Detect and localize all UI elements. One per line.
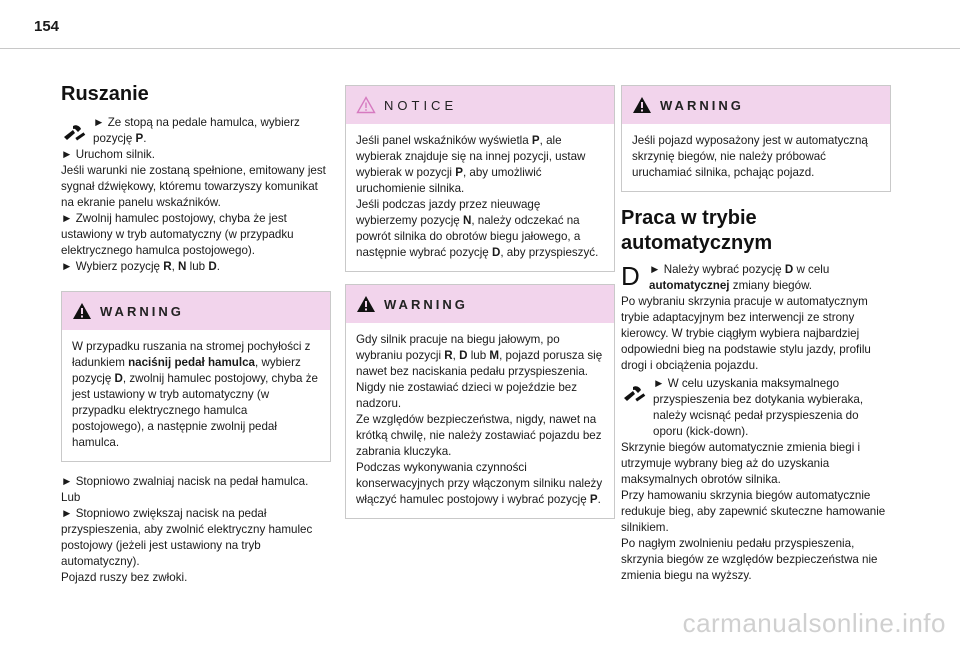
foot-pedal-icon xyxy=(621,379,647,405)
warning-title: WARNING xyxy=(660,97,744,113)
kickdown-step xyxy=(621,376,891,440)
warning-title: WARNING xyxy=(100,303,184,319)
warning-text-idle: Gdy silnik pracuje na biegu jałowym, po wybraniu pozycji R, D lub M, pojazd porusza się nawet bez naciskania pedału przyspieszenia. xyxy=(356,333,603,378)
notice-triangle-icon xyxy=(356,96,376,114)
warning-header xyxy=(62,292,330,330)
select-position-line: ► Wybierz pozycję R, N lub D. xyxy=(61,260,220,273)
warning-triangle-icon xyxy=(72,302,92,320)
warning-text-children: Nigdy nie zostawiać dzieci w pojeździe bez nadzoru. xyxy=(356,381,578,410)
or-label: Lub xyxy=(61,491,81,504)
notice-box xyxy=(345,85,615,272)
kickdown-text: ► W celu uzyskania maksymalnego przyspieszenia bez dotykania wybieraka, należy wcisnąć pedał przyspieszenia do oporu (kick-down). xyxy=(653,377,864,438)
notice-title: NOTICE xyxy=(384,97,458,113)
vehicle-moves-off: Pojazd ruszy bez zwłoki. xyxy=(61,571,188,584)
braking-text: Przy hamowaniu skrzynia biegów automatycznie redukuje bieg, aby zapewnić skuteczne hamowanie silnikiem. xyxy=(621,489,886,534)
warning-triangle-icon xyxy=(356,295,376,313)
section-title-ruszanie: Ruszanie xyxy=(61,83,149,105)
notice-header xyxy=(346,86,614,124)
warning-box-idle xyxy=(345,284,615,519)
brake-step xyxy=(61,115,331,147)
warning-box-slope xyxy=(61,291,331,462)
foot-pedal-icon xyxy=(61,118,87,144)
release-brake-gradually: ► Stopniowo zwalniaj nacisk na pedał hamulca. xyxy=(61,475,309,488)
release-parking-brake: ► Zwolnij hamulec postojowy, chyba że jest ustawiony w tryb automatyczny (w przypadku elektrycznego hamulca postojowego). xyxy=(61,212,294,257)
warning-text-maintenance: Podczas wykonywania czynności konserwacyjnych przy włączonym silniku należy włączyć hamulec postojowy i wybrać pozycję P. xyxy=(356,461,603,506)
notice-text-n: Jeśli podczas jazdy przez nieuwagę wybierzemy pozycję N, należy odczekać na powrót silnika do obrotów biegu jałowego, a następnie wybrać pozycję D, aby przyspieszyć. xyxy=(356,198,599,259)
warning-text-key: Ze względów bezpieczeństwa, nigdy, nawet na krótką chwilę, nie należy zostawiać pojazdu bez zabrania kluczyka. xyxy=(356,413,602,458)
adaptive-mode-text: Po wybraniu skrzynia pracuje w automatycznym trybie adaptacyjnym bez interwencji ze strony kierowcy. W trybie ciągłym wybiera najbardziej odpowiedni bieg na podstawie stylu jazdy, profilu drogi i obciążenia pojazdu. xyxy=(621,295,871,372)
header-divider xyxy=(0,48,960,49)
gear-change-text: Skrzynie biegów automatycznie zmienia biegi i utrzymuje wybrany bieg aż do uzyskania maksymalnych obrotów silnika. xyxy=(621,441,861,486)
brake-instruction: ► Ze stopą na pedale hamulca, wybierz pozycję P. xyxy=(93,116,300,145)
d-step xyxy=(621,262,891,294)
d-position-glyph: D xyxy=(621,261,640,291)
start-engine-line: ► Uruchom silnik. xyxy=(61,148,155,161)
warning-header xyxy=(622,86,890,124)
signal-info: Jeśli warunki nie zostaną spełnione, emitowany jest sygnał dźwiękowy, któremu towarzyszy komunikat na ekranie panelu wskaźników. xyxy=(61,164,326,209)
release-accelerator-text: Po nagłym zwolnieniu pedału przyspieszenia, skrzynia biegów ze względów bezpieczeństwa nie zmienia biegu na wyższy. xyxy=(621,537,878,582)
warning-header xyxy=(346,285,614,323)
increase-accelerator: ► Stopniowo zwiększaj nacisk na pedał przyspieszenia, aby zwolnić elektryczny hamulec postojowy (jeżeli jest ustawiony na tryb automatyczny). xyxy=(61,507,313,568)
warning-triangle-icon xyxy=(632,96,652,114)
watermark: carmanualsonline.info xyxy=(682,608,946,638)
section-title-automatic: Praca w trybie automatycznym xyxy=(621,207,773,254)
page-number: 154 xyxy=(34,18,60,35)
d-instruction: ► Należy wybrać pozycję D w celu automatycznej zmiany biegów. xyxy=(649,263,830,292)
notice-text-p: Jeśli panel wskaźników wyświetla P, ale wybierak znajduje się na innej pozycji, ustaw wybierak w pozycji P, aby umożliwić uruchomienie silnika. xyxy=(356,134,586,195)
warning-text-push: Jeśli pojazd wyposażony jest w automatyczną skrzynię biegów, nie należy próbować uruchamiać silnika, pchając pojazd. xyxy=(632,134,868,179)
column-starting xyxy=(61,82,331,586)
warning-text-slope: W przypadku ruszania na stromej pochyłości z ładunkiem naciśnij pedał hamulca, wybierz pozycję D, zwolnij hamulec postojowy, chyba że jest ustawiony w tryb automatyczny (w przypadku elektrycznego hamulca postojowego), a następnie zwolnij pedał hamulca. xyxy=(72,340,318,449)
column-notices xyxy=(345,82,615,519)
column-automatic xyxy=(621,82,891,584)
warning-title: WARNING xyxy=(384,296,468,312)
warning-box-push xyxy=(621,85,891,192)
